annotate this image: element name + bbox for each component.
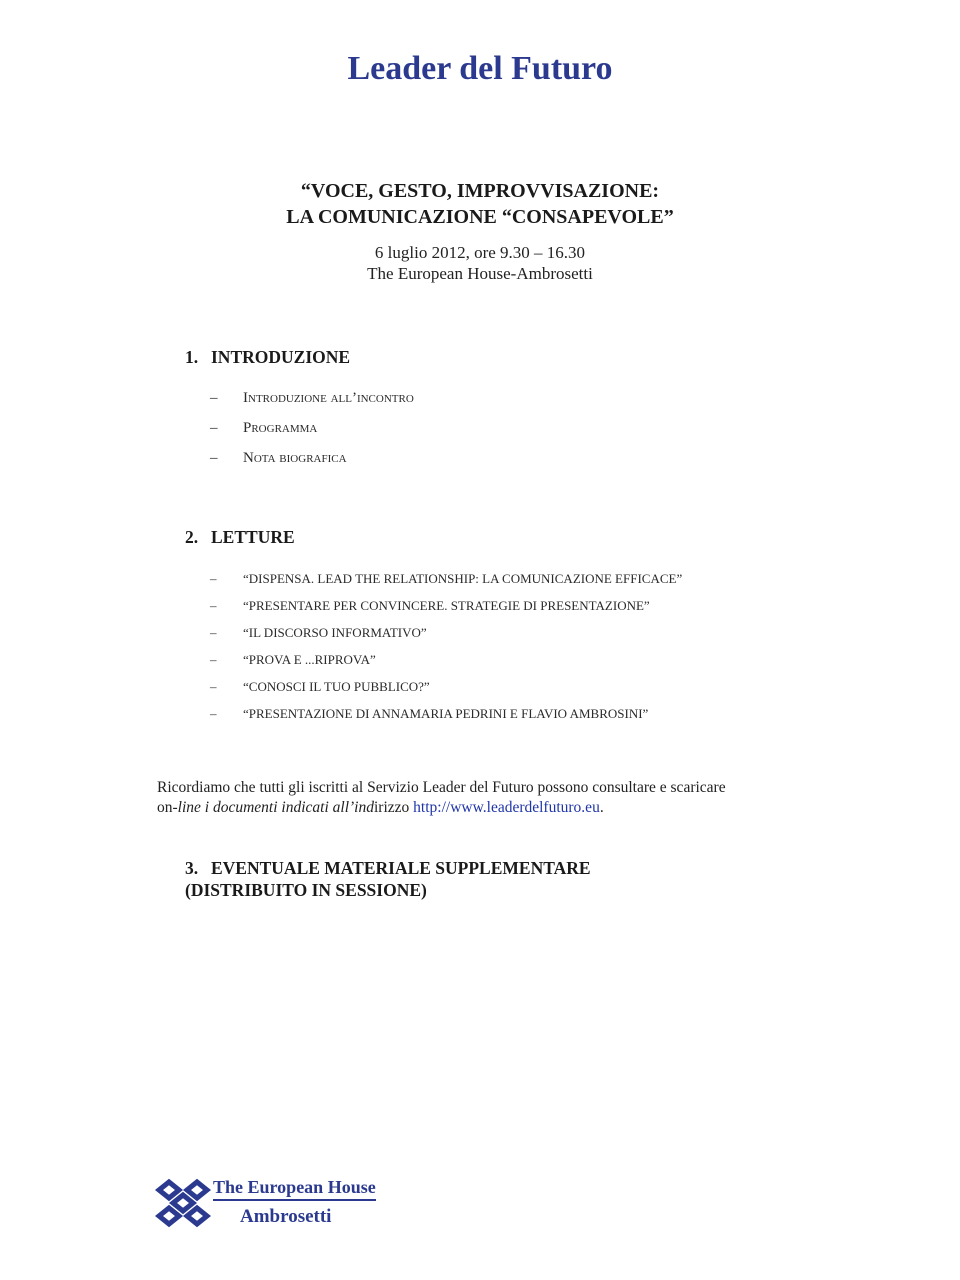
section-title: LETTURE [211,527,295,547]
section-title: INTRODUZIONE [211,347,351,367]
section-number: 3. [185,858,199,878]
event-venue: The European House-Ambrosetti [367,264,593,283]
list-item [210,650,376,670]
brand-title: Leader del Futuro [347,50,613,87]
list-item [210,704,648,724]
note-text: irizzo [373,799,414,816]
list-item [210,596,650,616]
list-item-label: Programma [243,420,318,436]
section-title-line-2: (DISTRIBUITO IN SESSIONE) [185,880,427,900]
list-item-label: “IL DISCORSO INFORMATIVO” [243,625,427,640]
bullet-dash: – [210,571,217,586]
bullet-dash: – [210,652,217,667]
european-house-logo-icon [155,1178,211,1228]
list-item [210,677,430,697]
list-item-label: “PROVA E ...RIPROVA” [243,652,376,667]
bullet-dash: – [210,679,217,694]
bullet-dash: – [210,625,217,640]
list-item [210,448,347,468]
website-link[interactable]: http://www.leaderdelfuturo.eu [413,799,600,816]
list-item-label: Nota biografica [243,450,347,466]
event-date-time: 6 luglio 2012, ore 9.30 – 16.30 [374,243,586,262]
section-title-line-1: EVENTUALE MATERIALE SUPPLEMENTARE [211,858,591,878]
bullet-dash: – [210,390,218,406]
section-1-heading [185,346,350,368]
event-info [0,242,960,284]
note-text: on- [157,799,178,816]
list-item-label: “CONOSCI IL TUO PUBBLICO?” [243,679,430,694]
list-item-label: “DISPENSA. LEAD THE RELATIONSHIP: LA COMUNICAZIONE EFFICACE” [243,571,683,586]
section-3-heading [185,857,591,901]
note-text-italic: line i documenti indicati all’ind [177,799,374,816]
section-2-heading [185,526,295,548]
section-number: 2. [185,527,199,547]
note-line-1: Ricordiamo che tutti gli iscritti al Servizio Leader del Futuro possono consultare e scaricare [157,779,726,796]
list-item [210,418,317,438]
bullet-dash: – [210,450,218,466]
list-item [210,623,427,643]
bullet-dash: – [210,598,217,613]
list-item-label: “PRESENTARE PER CONVINCERE. STRATEGIE DI PRESENTAZIONE” [243,598,650,613]
list-item [210,388,414,408]
bullet-dash: – [210,706,217,721]
list-item [210,569,682,589]
logo-text-the-european-house: The European House [213,1177,376,1201]
note-line-2 [157,798,817,818]
list-item-label: “PRESENTAZIONE DI ANNAMARIA PEDRINI E FLAVIO AMBROSINI” [243,706,649,721]
note-text: . [599,799,604,816]
list-item-label: Introduzione all’incontro [243,390,414,406]
note-paragraph [157,778,817,818]
event-title-line-1: “VOCE, GESTO, IMPROVVISAZIONE: [300,180,660,202]
event-title-line-2: LA COMUNICAZIONE “CONSAPEVOLE” [286,206,674,228]
logo-text-ambrosetti: Ambrosetti [240,1206,332,1227]
bullet-dash: – [210,420,218,436]
event-title [0,178,960,230]
section-number: 1. [185,347,199,367]
